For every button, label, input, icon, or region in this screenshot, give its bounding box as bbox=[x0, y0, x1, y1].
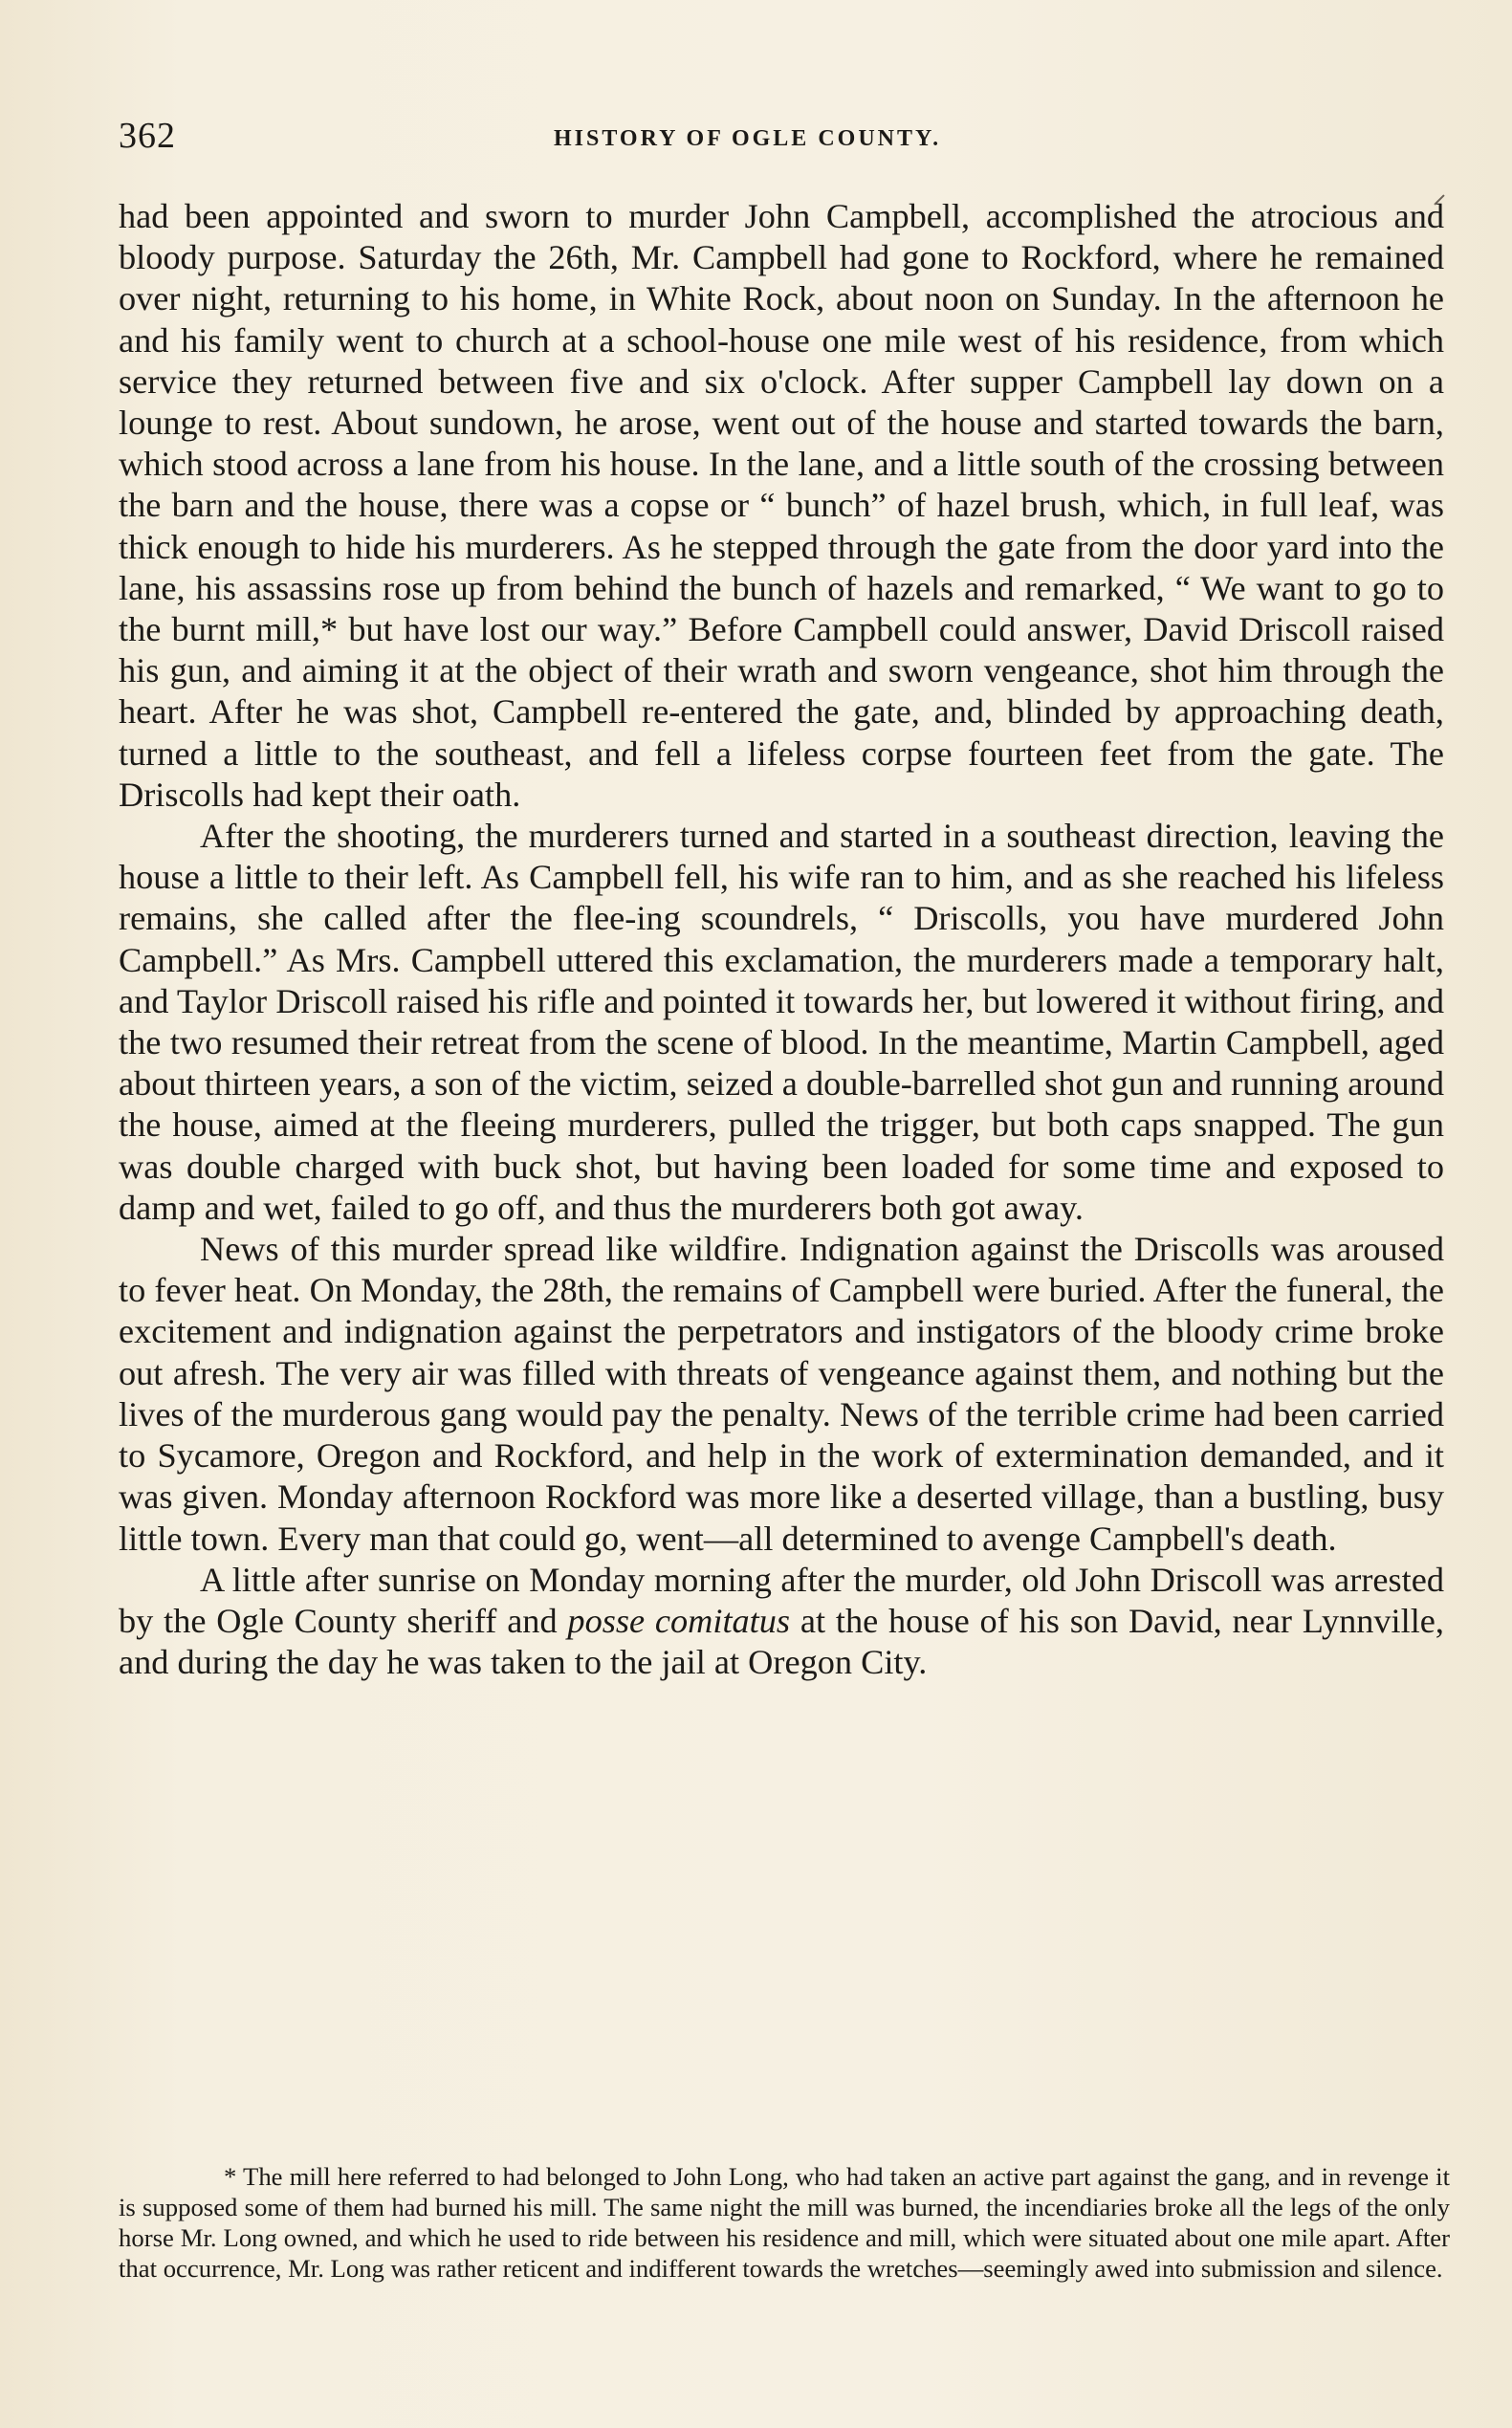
paragraph-3: News of this murder spread like wildfire. Indignation against the Driscolls was aroused to fever heat. On Monday, the 28th, the remains of Campbell were buried. After the funeral, the excitement and indignation against the perpetrators and instigators of the bloody crime broke out afresh. The very air was filled with threats of vengeance against them, and nothing but the lives of the murderous gang would pay the penalty. News of the terrible crime had been carried to Sycamore, Oregon and Rockford, and help in the work of extermination demanded, and it was given. Monday afternoon Rockford was more like a deserted village, than a bustling, busy little town. Every man that could go, went—all determined to avenge Campbell's death. bbox=[119, 1230, 1444, 1558]
body-text bbox=[119, 196, 1444, 1683]
paragraph-2: After the shooting, the murderers turned and started in a southeast direction, leaving the house a little to their left. As Campbell fell, his wife ran to him, and as she reached his lifeless remains, she called after the flee-ing scoundrels, “ Driscolls, you have murdered John Campbell.” As Mrs. Campbell uttered this exclamation, the murderers made a temporary halt, and Taylor Driscoll raised his rifle and pointed it towards her, but lowered it without firing, and the two resumed their retreat from the scene of blood. In the meantime, Martin Campbell, aged about thirteen years, a son of the victim, seized a double-barrelled shot gun and running around the house, aimed at the fleeing murderers, pulled the trigger, but both caps snapped. The gun was double charged with buck shot, but having been loaded for some time and exposed to damp and wet, failed to go off, and thus the murderers both got away. bbox=[119, 817, 1444, 1227]
footnote-text: * The mill here referred to had belonged to John Long, who had taken an active part against the gang, and in revenge it is supposed some of them had burned his mill. The same night the mill was burned, the incendiaries broke all the legs of the only horse Mr. Long owned, and which he used to ride between his residence and mill, which were situated about one mile apart. After that occurrence, Mr. Long was rather reticent and indifferent towards the wretches—seemingly awed into submission and silence. bbox=[119, 2162, 1450, 2283]
page-number: 362 bbox=[119, 116, 176, 156]
paragraph-4 bbox=[119, 1560, 1444, 1684]
paragraph-4-text-start: A little after sunrise on Monday morning after the murder, old John Driscoll was arrested by the Ogle County sheriff and bbox=[119, 1560, 1444, 1640]
footnote bbox=[119, 2161, 1450, 2284]
paragraph-1: had been appointed and sworn to murder John Campbell, accomplished the atrocious and bloody purpose. Saturday the 26th, Mr. Campbell had gone to Rockford, where he remained over night, returning to his home, in White Rock, about noon on Sunday. In the afternoon he and his family went to church at a school-house one mile west of his residence, from which service they returned between five and six o'clock. After supper Campbell lay down on a lounge to rest. About sundown, he arose, went out of the house and started towards the barn, which stood across a lane from his house. In the lane, and a little south of the crossing between the barn and the house, there was a copse or “ bunch” of hazel brush, which, in full leaf, was thick enough to hide his murderers. As he stepped through the gate from the door yard into the lane, his assassins rose up from behind the bunch of hazels and remarked, “ We want to go to the burnt mill,* but have lost our way.” Before Campbell could answer, David Driscoll raised his gun, and aiming it at the object of their wrath and sworn vengeance, shot him through the heart. After he was shot, Campbell re-entered the gate, and, blinded by approaching death, turned a little to the southeast, and fell a lifeless corpse fourteen feet from the gate. The Driscolls had kept their oath. bbox=[119, 197, 1444, 814]
page-header bbox=[119, 115, 1442, 168]
posse-comitatus-italic: posse comitatus bbox=[567, 1601, 791, 1640]
paragraph-4-text-end: at the house of his son David, near Lynnville, and during the day he was taken to the jail at Oregon City. bbox=[119, 1601, 1444, 1682]
running-title: HISTORY OF OGLE COUNTY. bbox=[554, 126, 942, 151]
